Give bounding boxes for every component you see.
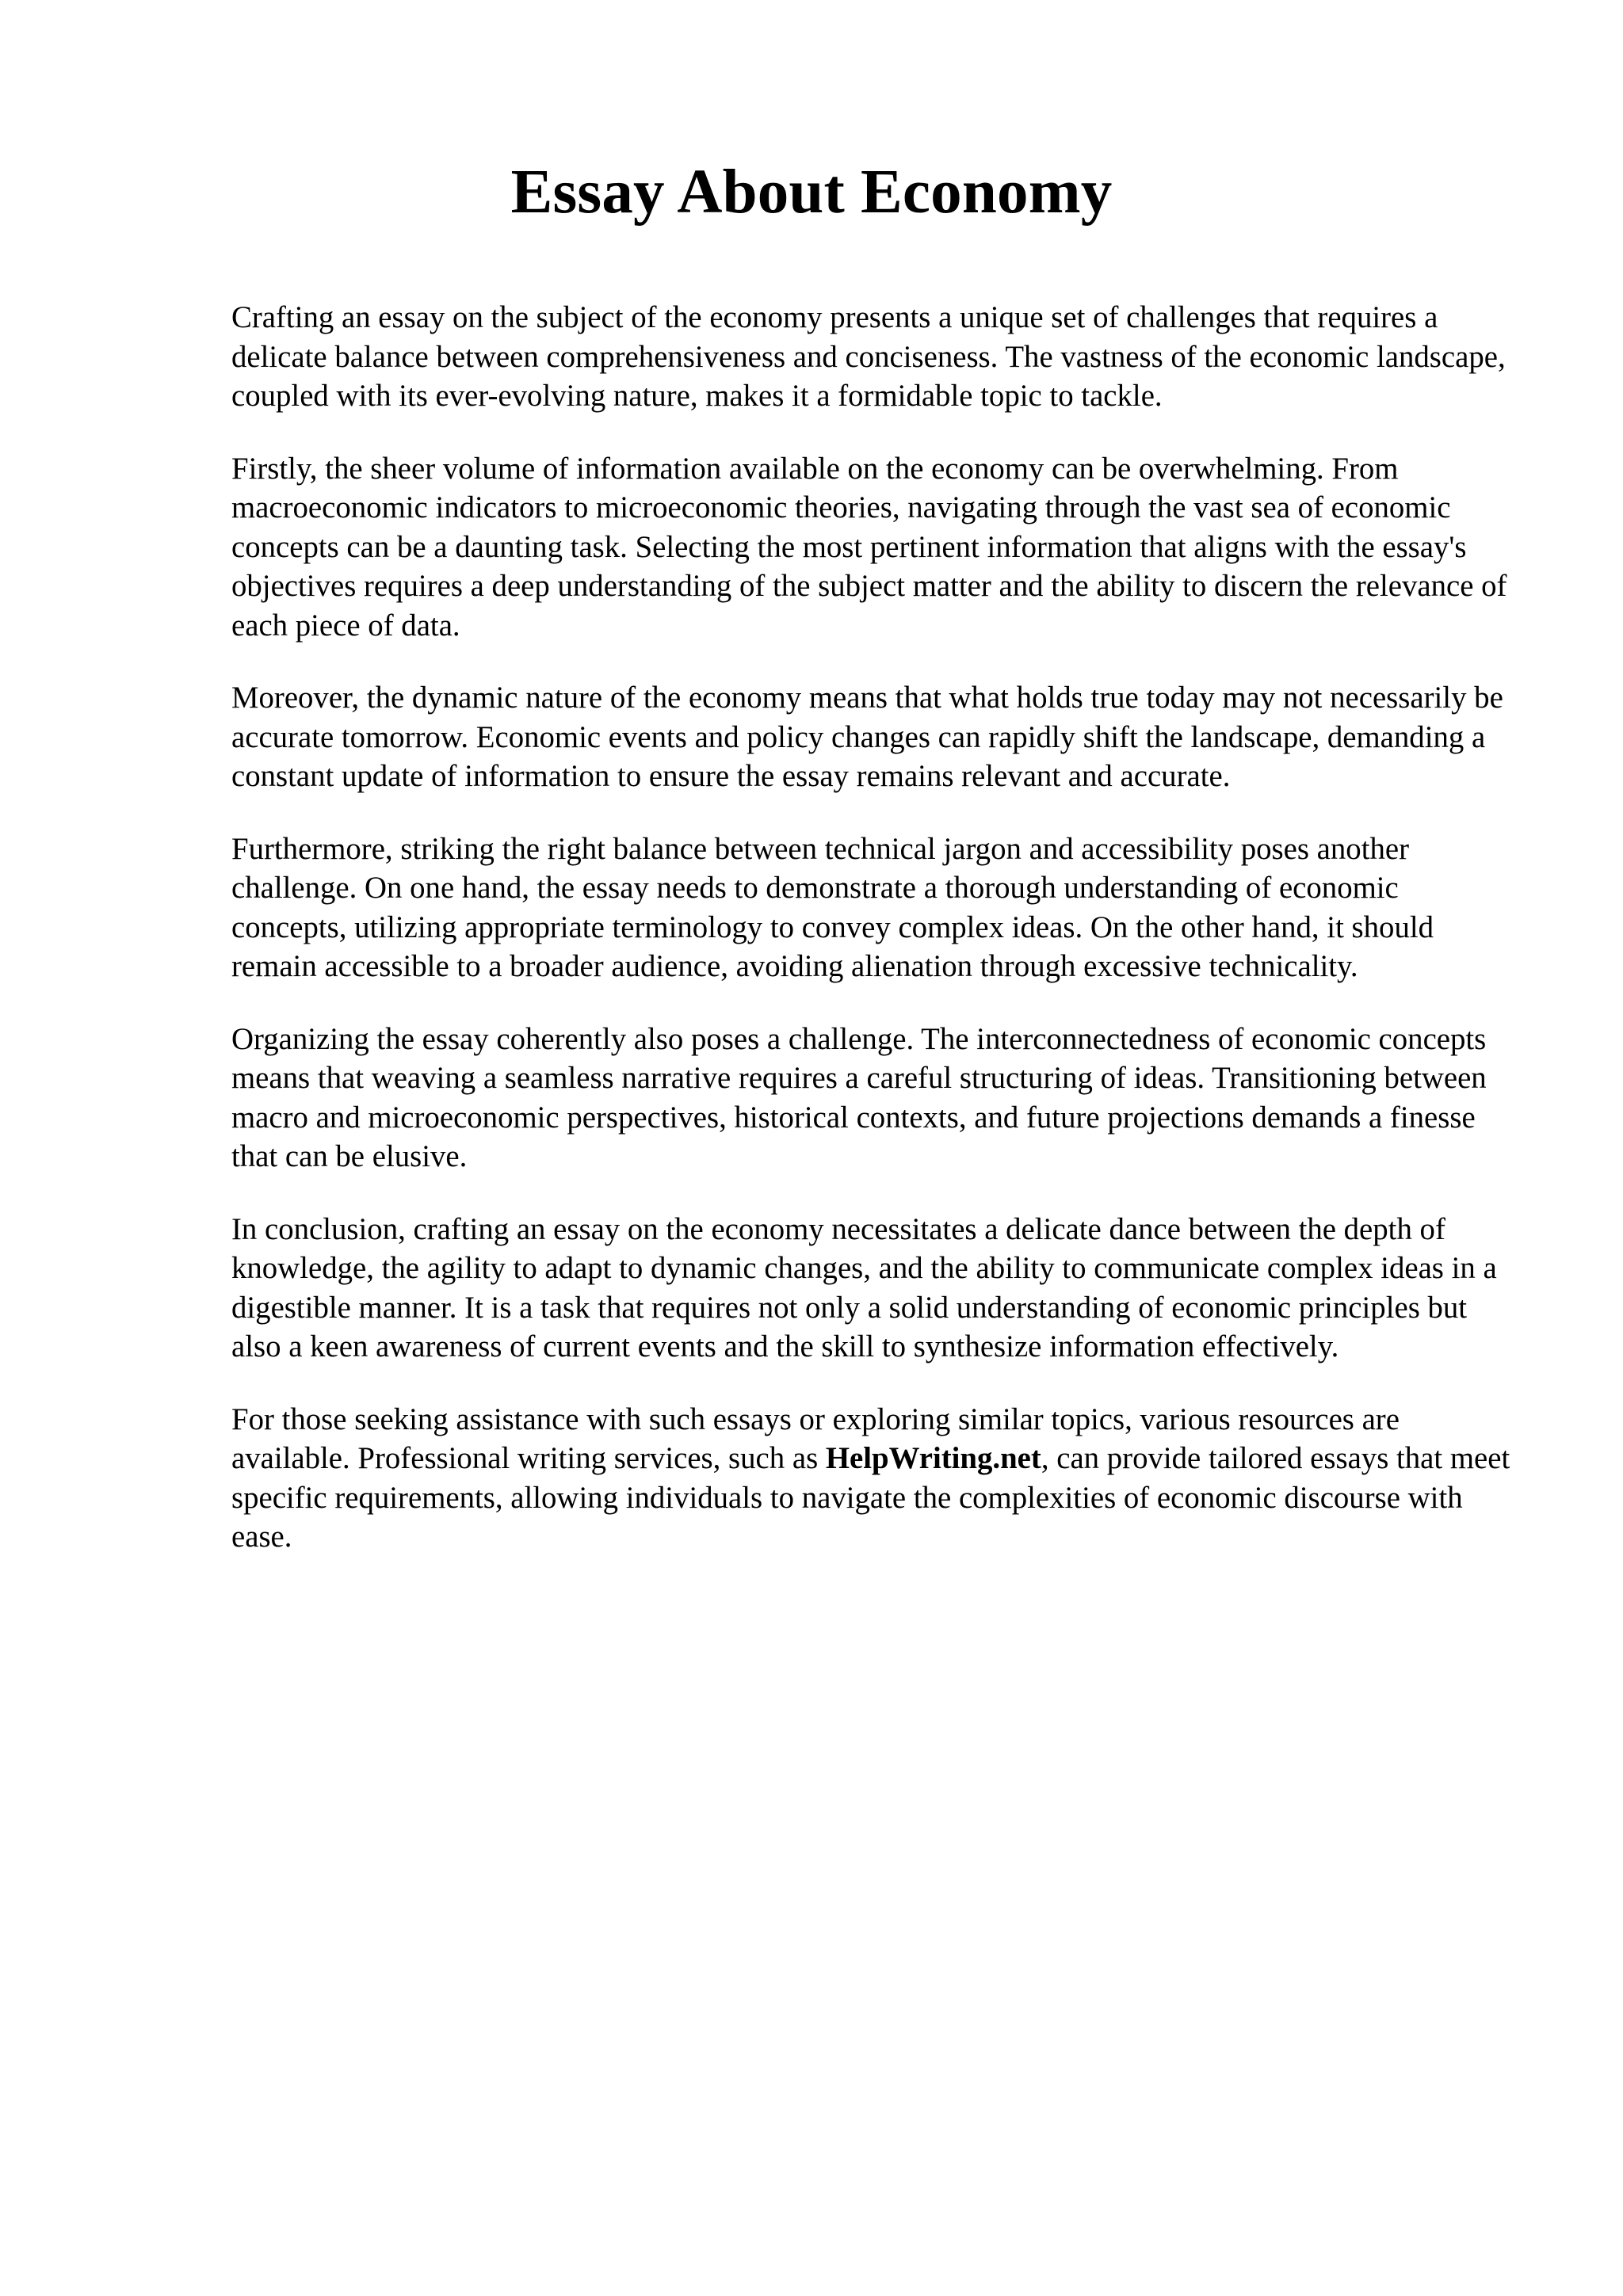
paragraph-information-volume: Firstly, the sheer volume of information available on the economy can be overwhelming. From macroeconomic indicators to microeconomic theories, navigating through the vast sea of economic concepts can be a daunting task. Selecting the most pertinent information that aligns with the essay's objectives requires a deep understanding of the subject matter and the ability to discern the relevance of each piece of data.	[231, 451, 1507, 643]
paragraph-organization: Organizing the essay coherently also poses a challenge. The interconnectedness of economic concepts means that weaving a seamless narrative requires a careful structuring of ideas. Transitioning between macro and microeconomic perspectives, historical contexts, and future projections demands a finesse that can be elusive.	[231, 1021, 1487, 1173]
paragraph-intro: Crafting an essay on the subject of the economy presents a unique set of challenges that requires a delicate balance between comprehensiveness and conciseness. The vastness of the economic landscape, coupled with its ever-evolving nature, makes it a formidable topic to tackle.	[231, 300, 1506, 413]
brand-name: HelpWriting.net	[825, 1441, 1041, 1475]
closing-text-before: For those seeking assistance with such essays or exploring similar topics, various resources are available. Professional writing services, such as	[231, 1402, 1400, 1475]
paragraph-conclusion: In conclusion, crafting an essay on the economy necessitates a delicate dance between the depth of knowledge, the agility to adapt to dynamic changes, and the ability to communicate complex ideas in a digestible manner. It is a task that requires not only a solid understanding of economic principles but also a keen awareness of current events and the skill to synthesize information effectively.	[231, 1211, 1497, 1363]
closing-text-after: , can provide tailored essays that meet specific requirements, allowing individuals to navigate the complexities of economic discourse with ease.	[231, 1441, 1510, 1554]
paragraph-closing	[231, 1400, 1515, 1557]
paragraph-technical-balance: Furthermore, striking the right balance between technical jargon and accessibility poses another challenge. On one hand, the essay needs to demonstrate a thorough understanding of economic concepts, utilizing appropriate terminology to convey complex ideas. On the other hand, it should remain accessible to a broader audience, avoiding alienation through excessive technicality.	[231, 831, 1434, 983]
document-title: Essay About Economy	[510, 158, 1113, 227]
document-body	[231, 298, 1515, 1590]
paragraph-dynamic-nature: Moreover, the dynamic nature of the economy means that what holds true today may not necessarily be accurate tomorrow. Economic events and policy changes can rapidly shift the landscape, demanding a constant update of information to ensure the essay remains relevant and accurate.	[231, 681, 1503, 793]
